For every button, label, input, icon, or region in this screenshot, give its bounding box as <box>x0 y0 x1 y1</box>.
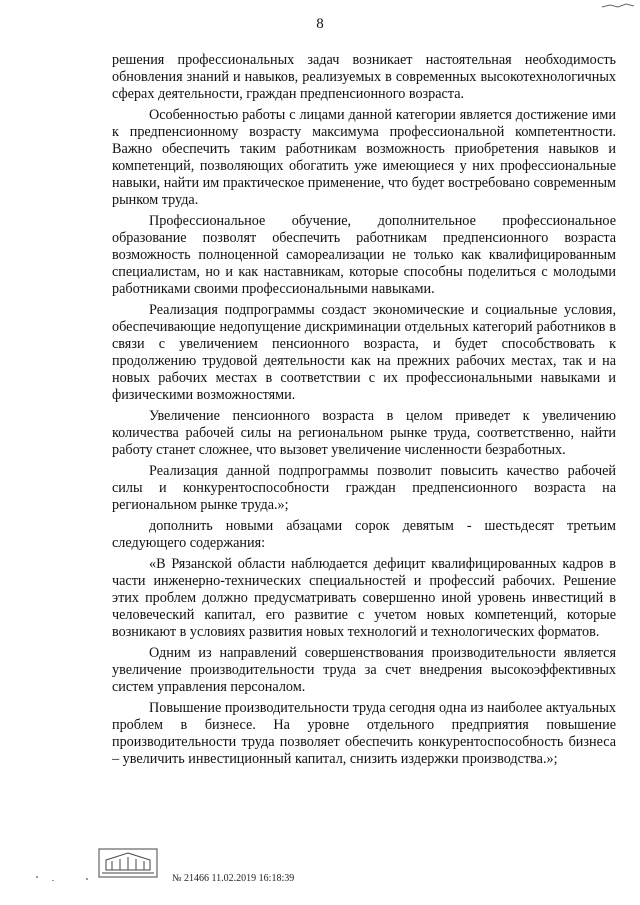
scan-speck <box>52 880 54 881</box>
paragraph: Особенностью работы с лицами данной категории является достижение ими к предпенсионному возрасту максимума профессиональной компетентности. Важно обеспечить таким работникам возможность приобретения навыков и компетенций, позволяющих обогатить уже имеющиеся у них профессиональные навыки, найти им практическое применение, что будет востребовано современным рынком труда. <box>112 107 616 208</box>
scan-speck <box>86 878 88 880</box>
paragraph: Повышение производительности труда сегодня одна из наиболее актуальных проблем в бизнесе. На уровне отдельного предприятия повышение производительности труда позволяет обеспечить конкурентоспособность бизнеса – увеличить инвестиционный капитал, снизить издержки производства.»; <box>112 700 616 767</box>
registration-number: № 21466 11.02.2019 16:18:39 <box>172 873 295 884</box>
page-number: 8 <box>316 16 324 32</box>
scan-speck <box>36 876 38 878</box>
paragraph: Увеличение пенсионного возраста в целом приведет к увеличению количества рабочей силы на региональном рынке труда, соответственно, найти работу станет сложнее, что вызовет увеличение численности безработных. <box>112 408 616 458</box>
document-body <box>112 52 616 772</box>
paragraph-continuation: решения профессиональных задач возникает настоятельная необходимость обновления знаний и навыков, реализуемых в современных высокотехнологичных сферах деятельности, граждан предпенсионного возраста. <box>112 52 616 102</box>
paragraph-quote: «В Рязанской области наблюдается дефицит квалифицированных кадров в части инженерно-технических специальностей и профессий рабочих. Решение этих проблем должно предусматривать совершенно иной уровень инвестиций в человеческий капитал, его развитие с учетом новых компетенций, которые возникают в условиях развития новых технологий и технологических форматов. <box>112 556 616 640</box>
paragraph: Одним из направлений совершенствования производительности является увеличение производительности труда за счет внедрения высокоэффективных систем управления персоналом. <box>112 645 616 695</box>
registration-footer <box>96 848 616 888</box>
paragraph: дополнить новыми абзацами сорок девятым - шестьдесят третьим следующего содержания: <box>112 518 616 551</box>
paragraph: Профессиональное обучение, дополнительное профессиональное образование позволят обеспечить работникам предпенсионного возраста возможность полноценной самореализации не только как квалифицированным специалистам, но и как наставникам, которые способны поделиться с молодыми работниками своими профессиональными навыками. <box>112 213 616 297</box>
paragraph: Реализация подпрограммы создаст экономические и социальные условия, обеспечивающие недопущение дискриминации отдельных категорий работников в связи с увеличением пенсионного возраста, и будет способствовать к продолжению трудовой деятельности как на прежних рабочих местах, так и на новых рабочих местах в соответствии с их профессиональными навыками и физическими возможностями. <box>112 302 616 403</box>
building-stamp-icon <box>98 848 158 878</box>
scan-artifact-icon <box>600 2 636 10</box>
paragraph: Реализация данной подпрограммы позволит повысить качество рабочей силы и конкурентоспособности граждан предпенсионного возраста на региональном рынке труда.»; <box>112 463 616 513</box>
